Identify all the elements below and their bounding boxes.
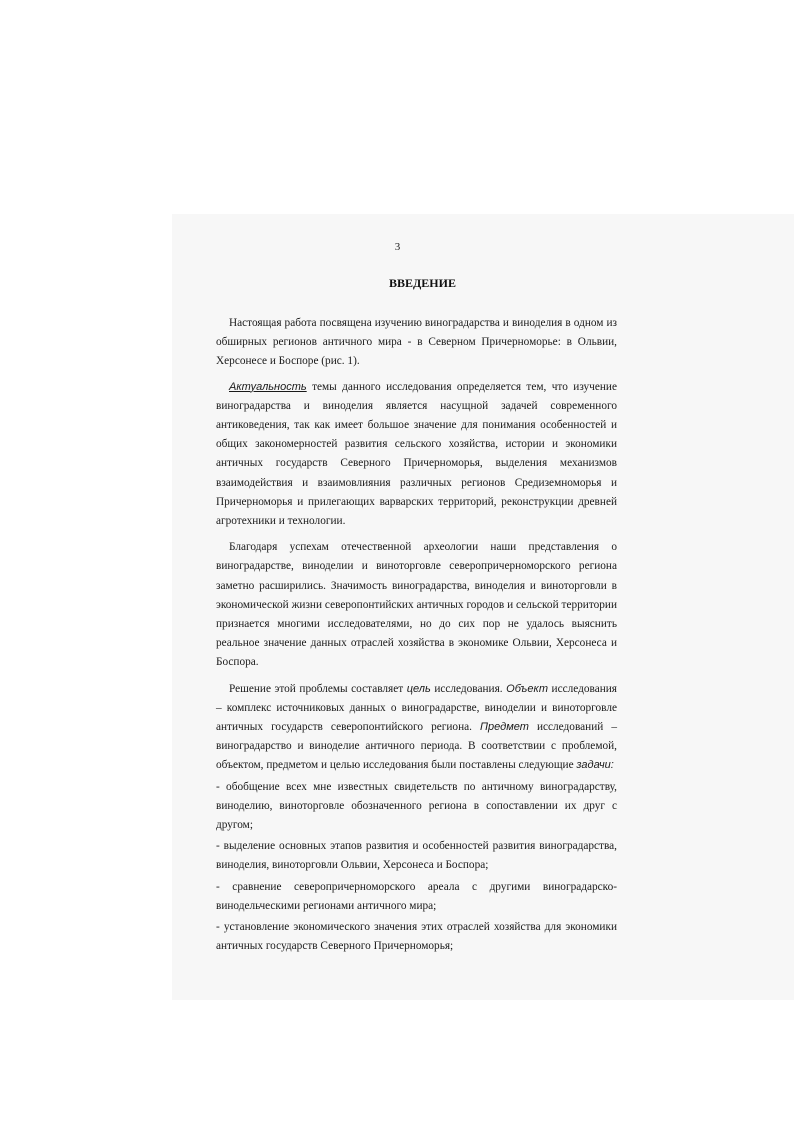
subject-keyword: Предмет xyxy=(480,721,529,734)
goal-keyword: цель xyxy=(406,682,431,695)
relevance-keyword: Актуальность xyxy=(229,380,307,393)
document-body xyxy=(216,314,617,959)
goals-paragraph xyxy=(216,680,617,776)
object-keyword: Объект xyxy=(506,682,548,695)
task-item: - сравнение северопричерноморского ареала с другими виноградарско-винодельческими регионами античного мира; xyxy=(216,880,617,912)
relevance-text: темы данного исследования определяется тем, что изучение виноградарства и виноделия является насущной задачей современного антиковедения, так как имеет большое значение для понимания особенностей и общих закономерностей развития сельского хозяйства, истории и экономики античных государств Северного Причерноморья, выделения механизмов взаимодействия и взаимовлияния различных регионов Средиземноморья и Причерноморья и прилегающих варварских территорий, реконструкции древней агротехники и технологии. xyxy=(216,380,617,528)
goals-text-1: Решение этой проблемы составляет xyxy=(229,682,407,695)
progress-paragraph: Благодаря успехам отечественной археологии наши представления о виноградарстве, виноделии и виноторговле северопричерноморского региона заметно расширились. Значимость виноградарства, виноделия и виноторговли в экономической жизни северопонтийских античных городов и сельской территории признается многими исследователями, но до сих пор не удалось выяснить реальное значение данных отраслей хозяйства в экономике Ольвии, Херсонеса и Боспора. xyxy=(216,541,617,669)
page-number: 3 xyxy=(394,241,401,253)
task-item: - выделение основных этапов развития и особенностей развития виноградарства, виноделия, виноторговли Ольвии, Херсонеса и Боспора; xyxy=(216,840,617,872)
tasks-keyword: задачи: xyxy=(576,759,614,772)
task-item: - установление экономического значения этих отраслей хозяйства для экономики античных государств Северного Причерноморья; xyxy=(216,921,617,953)
relevance-paragraph xyxy=(216,378,617,532)
page-title: ВВЕДЕНИЕ xyxy=(389,276,456,290)
goals-text-3: исследования – комплекс источниковых данных о виноградарстве, виноделии и виноторговле античных государств северопонтийского региона. xyxy=(216,682,617,734)
intro-paragraph: Настоящая работа посвящена изучению виноградарства и виноделия в одном из обширных регионов античного мира - в Северном Причерноморье: в Ольвии, Херсонесе и Боспоре (рис. 1). xyxy=(216,317,617,368)
goals-text-4: исследований – виноградарство и виноделие античного периода. В соответствии с проблемой, объектом, предметом и целью исследования были поставлены следующие xyxy=(216,721,617,772)
goals-text-2: исследования. xyxy=(430,682,507,695)
task-item: - обобщение всех мне известных свидетельств по античному виноградарству, виноделию, виноторговле обозначенного региона в сопоставлении их друг с другом; xyxy=(216,780,617,832)
